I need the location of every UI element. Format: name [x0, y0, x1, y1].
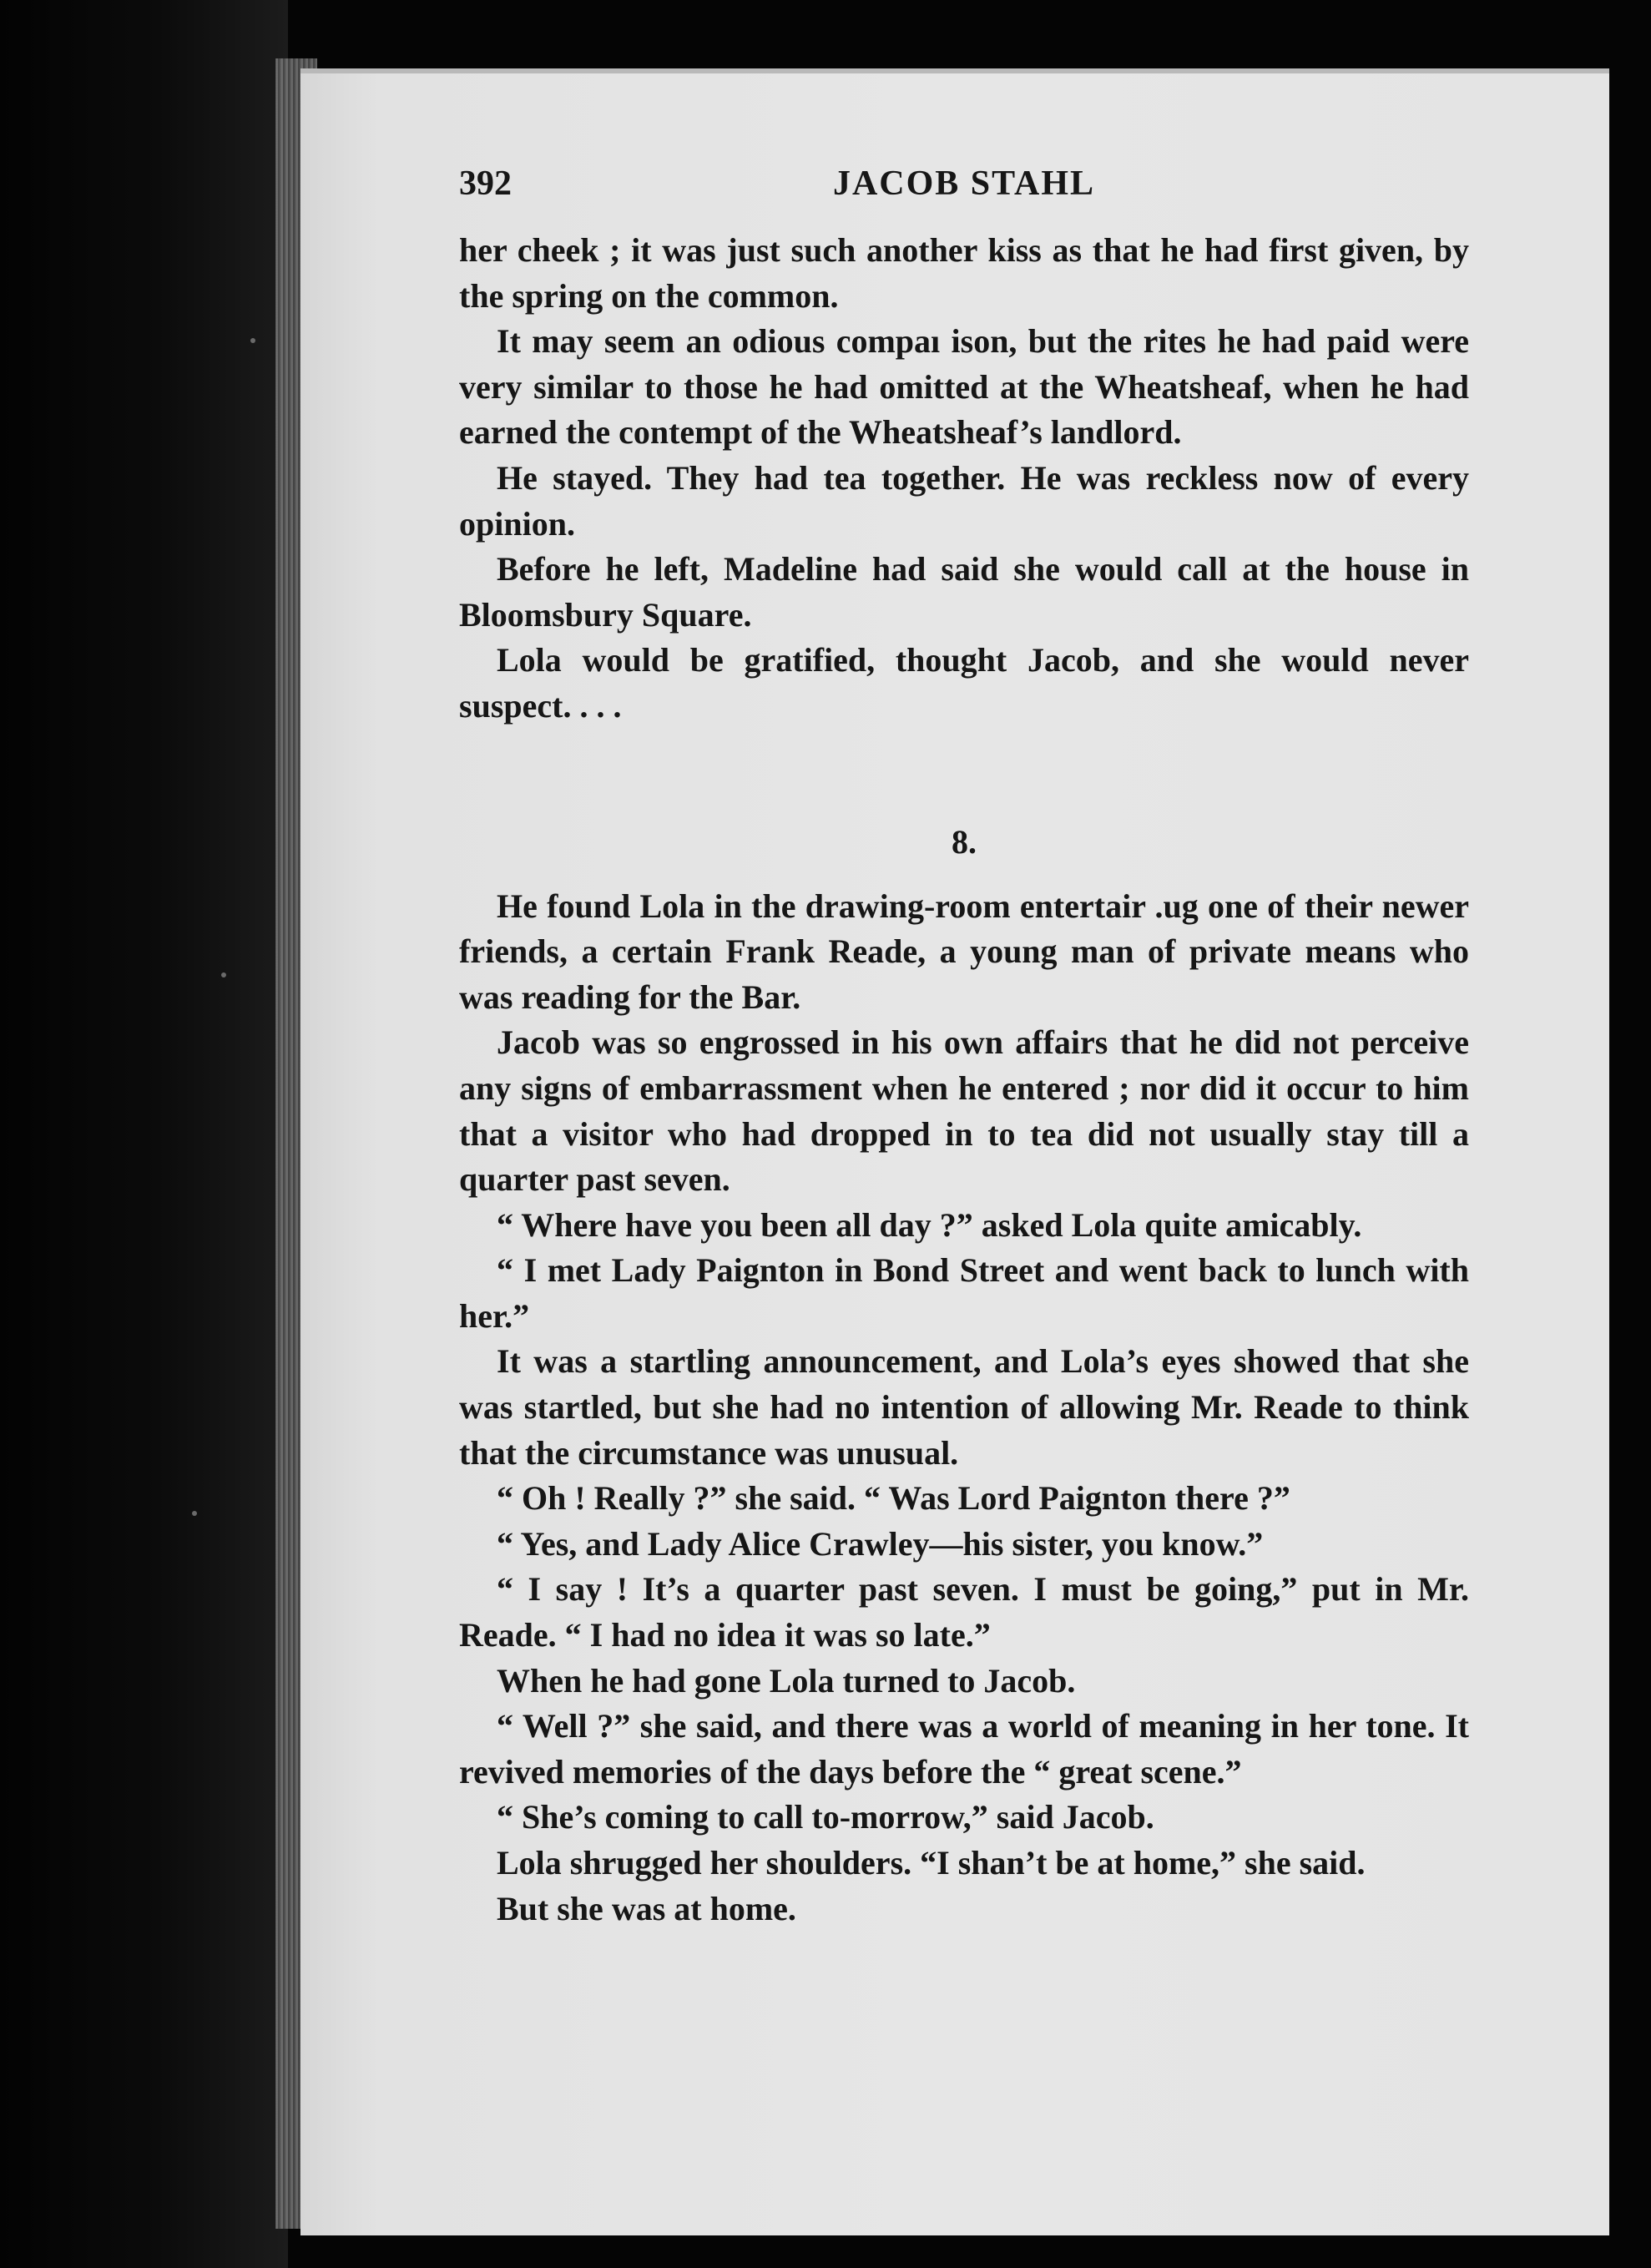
paragraph: Before he left, Madeline had said she would call at the house in Bloomsbury Square. [459, 550, 1469, 634]
book-binding [0, 0, 288, 2268]
paragraph: Lola would be gratified, thought Jacob, and she would never suspect. . . . [459, 641, 1469, 725]
paragraph: “ Oh ! Really ?” she said. “ Was Lord Paignton there ?” [497, 1479, 1290, 1518]
dust-speck [250, 338, 255, 343]
paragraph: “ I say ! It’s a quarter past seven. I must be going,” put in Mr. Reade. “ I had no idea it was so late.” [459, 1570, 1469, 1654]
paragraph: her cheek ; it was just such another kiss as that he had first given, by the spring on the common. [459, 231, 1469, 315]
book-page [300, 68, 1609, 2235]
paragraph: “ Well ?” she said, and there was a world of meaning in her tone. It revived memories of the days before the “ great scene.” [459, 1707, 1469, 1791]
paragraph: When he had gone Lola turned to Jacob. [497, 1661, 1076, 1700]
text-before-section [459, 228, 1469, 730]
paragraph: It may seem an odious compaı ison, but the rites he had paid were very similar to those he had omitted at the Wheatsheaf, when he had earned the contempt of the Wheatsheaf’s landlord. [459, 322, 1469, 452]
paragraph: He stayed. They had tea together. He was reckless now of every opinion. [459, 458, 1469, 543]
paragraph: Jacob was so engrossed in his own affairs that he did not perceive any signs of embarrassment when he entered ; nor did it occur to him that a visitor who had dropped in to tea did not usually stay till a quarter past seven. [459, 1023, 1469, 1199]
paragraph: Lola shrugged her shoulders. “I shan’t be at home,” she said. [497, 1844, 1366, 1882]
paragraph: He found Lola in the drawing-room entertair .ug one of their newer friends, a certain Frank Reade, a young man of private means who was reading for the Bar. [459, 886, 1469, 1016]
dust-speck [192, 1511, 197, 1516]
section-number: 8. [952, 822, 977, 861]
paragraph: “ She’s coming to call to-morrow,” said Jacob. [497, 1798, 1154, 1836]
paragraph: It was a startling announcement, and Lola’s eyes showed that she was startled, but she had no intention of allowing Mr. Reade to think that the circumstance was unusual. [459, 1342, 1469, 1472]
paragraph: “ Yes, and Lady Alice Crawley—his sister, you know.” [497, 1524, 1264, 1563]
page-number: 392 [459, 164, 512, 203]
page-header [459, 161, 1469, 228]
text-after-section [459, 884, 1469, 1932]
dust-speck [221, 972, 226, 977]
running-title: JACOB STAHL [832, 164, 1096, 203]
paragraph: But she was at home. [497, 1889, 796, 1927]
paragraph: “ I met Lady Paignton in Bond Street and went back to lunch with her.” [459, 1251, 1469, 1335]
page-content [459, 161, 1469, 1932]
paragraph: “ Where have you been all day ?” asked Lola quite amicably. [497, 1205, 1362, 1244]
